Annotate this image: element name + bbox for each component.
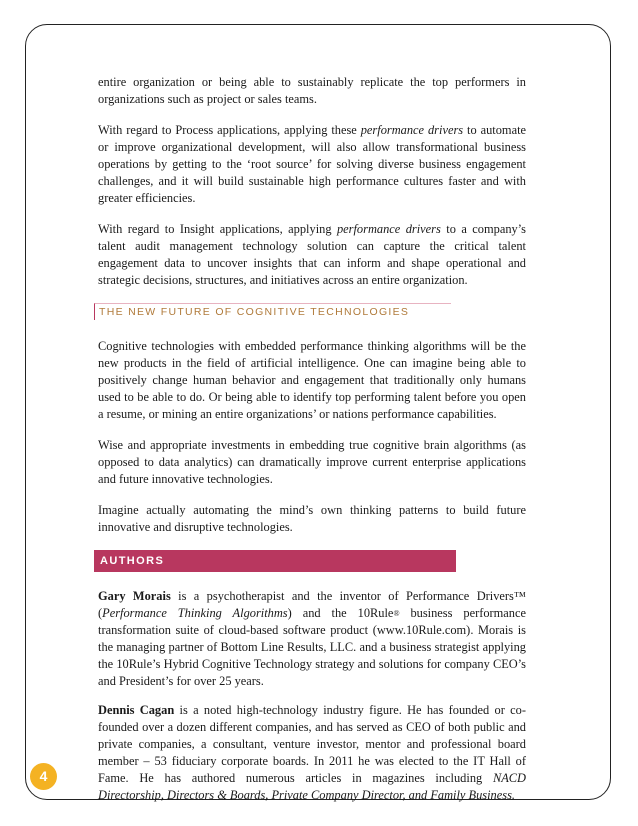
author-name-cagan: Dennis Cagan: [98, 703, 175, 717]
paragraph-process-text-b: to automate or improve organizational development, will also allow transformational business operations by getting to the ‘root source’ for solving diverse business engagement challenges, and it will build sustainable high performance cultures faster and with greater efficiencies.: [98, 123, 527, 205]
authors-section: [98, 588, 526, 804]
paragraph-insight: [98, 221, 526, 289]
author-bio-cagan-emphasis: NACD Directorship, Directors & Boards, Private Company Director, and Family Business.: [98, 771, 526, 802]
author-bio-morais: [98, 588, 526, 690]
author-bio-morais-text-1: is a psychotherapist and the inventor of Performance Drivers™ (: [98, 589, 526, 620]
author-bio-cagan-text-1: is a noted high-technology industry figure. He has founded or co-founded over a dozen different companies, and has served as CEO of both public and private companies, a consultant, venture investor, mentor and professional board member – 53 fiduciary corporate boards. In 2011 he was elected to the IT Hall of Fame. He has authored numerous articles in magazines including: [98, 703, 526, 785]
paragraph-insight-text-b: to a company’s talent audit management technology solution can capture the critical talent engagement data to uncover insights that can inform and shape operational and strategic decisions, structures, and initiatives across an entire organization.: [98, 222, 526, 287]
paragraph-insight-emphasis: performance drivers: [336, 222, 441, 236]
author-bio-morais-text-2: ) and the 10Rule: [287, 606, 394, 620]
paragraph-process-emphasis: performance drivers: [360, 123, 464, 137]
author-bio-morais-emphasis: Performance Thinking Algorithms: [102, 606, 288, 620]
section-paragraph-2: Wise and appropriate investments in embedding true cognitive brain algorithms (as opposed to data analytics) can dramatically improve current enterprise applications and future innovative technologies.: [98, 438, 526, 486]
author-bio-cagan: [98, 702, 526, 804]
page-number-badge: 4: [30, 763, 57, 790]
section-heading: THE NEW FUTURE OF COGNITIVE TECHNOLOGIES: [94, 303, 451, 320]
paragraph-insight-text-a: With regard to Insight applications, applying: [98, 222, 337, 236]
authors-heading-bar: AUTHORS: [94, 550, 456, 572]
section-paragraph-3: Imagine actually automating the mind’s own thinking patterns to build future innovative and disruptive technologies.: [98, 503, 526, 534]
author-bio-morais-text-3: business performance transformation suite of cloud-based software product (www.10Rule.com). Morais is the managing partner of Bottom Line Results, LLC. and a business strategist applying the 10Rule’s Hybrid Cognitive Technology strategy and solutions for company CEO’s and President’s for over 25 years.: [98, 606, 527, 688]
registered-mark: ®: [393, 609, 400, 618]
paragraph-process: [98, 122, 526, 207]
paragraph-continuation: entire organization or being able to sustainably replicate the top performers in organizations such as project or sales teams.: [98, 75, 526, 106]
author-name-morais: Gary Morais: [98, 589, 171, 603]
page-content: [98, 74, 526, 816]
section-paragraph-1: Cognitive technologies with embedded performance thinking algorithms will be the new products in the field of artificial intelligence. One can imagine being able to positively change human behavior and engagement that traditionally only humans used to be able to do. Or being able to identify top performing talent before you open a resume, or mining an entire organizations’ or nations performance capabilities.: [98, 339, 526, 421]
paragraph-process-text-a: With regard to Process applications, applying these: [98, 123, 361, 137]
